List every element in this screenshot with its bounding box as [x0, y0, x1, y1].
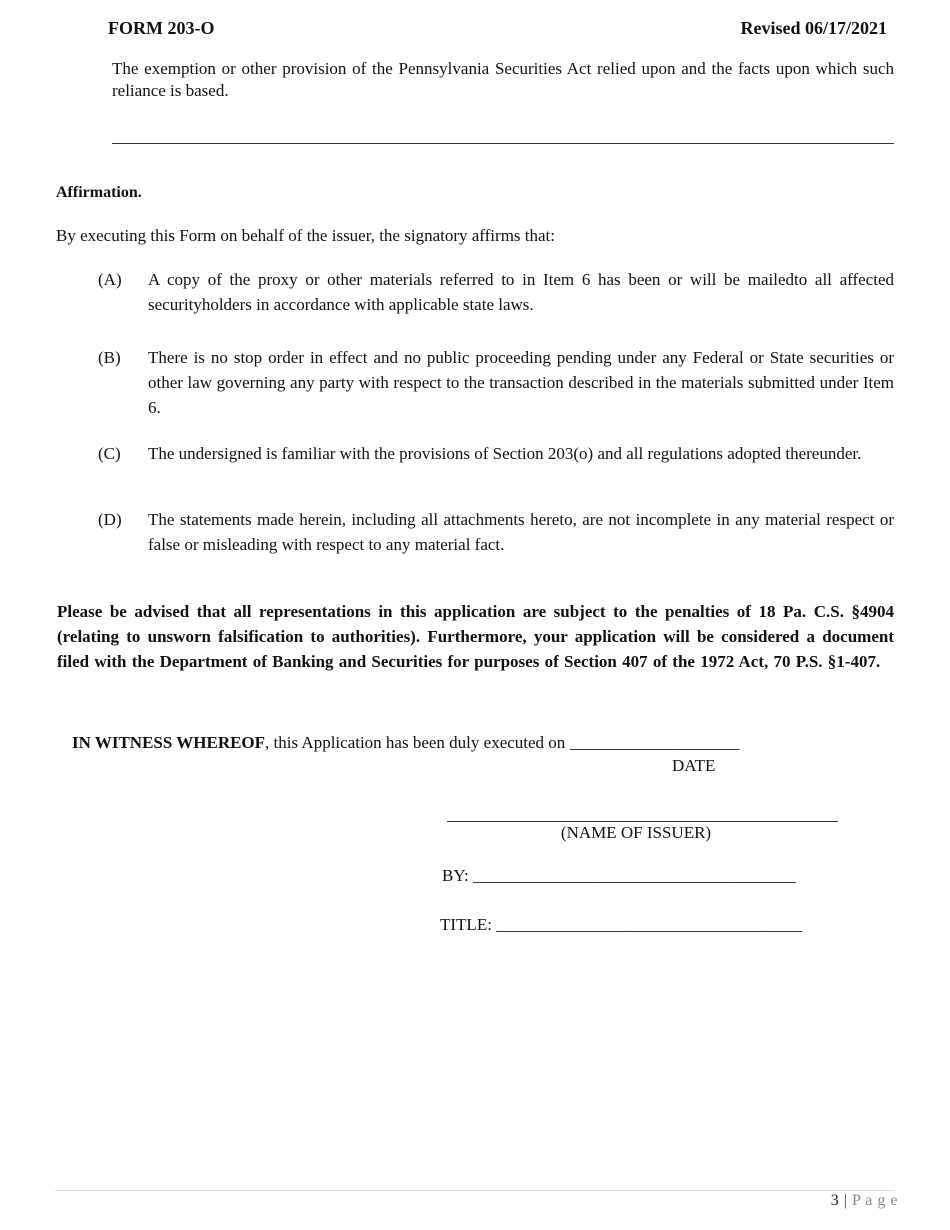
affirmation-intro: By executing this Form on behalf of the issuer, the signatory affirms that:: [56, 226, 555, 245]
revised-date: Revised 06/17/2021: [740, 18, 887, 38]
page-word: P a g e: [851, 1192, 898, 1209]
footer-divider: [55, 1190, 895, 1191]
item-a-letter: (A): [98, 270, 122, 289]
exemption-answer-line: [112, 143, 894, 144]
title-line: [440, 914, 802, 936]
item-c-letter: (C): [98, 444, 121, 463]
title-label: TITLE:: [440, 915, 492, 934]
item-c-text: The undersigned is familiar with the provisions of Section 203(o) and all regulations adopted thereunder.: [148, 444, 862, 463]
exemption-paragraph: The exemption or other provision of the Pennsylvania Securities Act relied upon and the facts upon which such reliance is based.: [112, 59, 894, 100]
form-number: FORM 203-O: [108, 18, 215, 38]
witness-text: , this Application has been duly executed on: [265, 733, 566, 752]
page-number: 3: [830, 1192, 840, 1209]
footer-separator: |: [843, 1192, 848, 1209]
item-a-text: A copy of the proxy or other materials referred to in Item 6 has been or will be mailedto all affected securityholders in accordance with applicable state laws.: [148, 270, 894, 314]
item-d-letter: (D): [98, 510, 122, 529]
title-blank[interactable]: ____________________________________: [496, 915, 803, 934]
execution-date-blank[interactable]: ____________________: [569, 733, 740, 752]
by-signature-blank[interactable]: ______________________________________: [473, 866, 797, 885]
item-d-text: The statements made herein, including all attachments hereto, are not incomplete in any material respect or false or misleading with respect to any material fact.: [148, 510, 894, 554]
by-line: [442, 865, 796, 887]
date-label: DATE: [672, 756, 716, 775]
witness-statement: [72, 732, 740, 754]
item-b-letter: (B): [98, 348, 121, 367]
affirmation-heading: Affirmation.: [56, 184, 142, 201]
page-footer: [831, 1191, 898, 1211]
witness-lead: IN WITNESS WHEREOF: [72, 733, 266, 752]
by-label: BY:: [442, 866, 469, 885]
item-b-text: There is no stop order in effect and no public proceeding pending under any Federal or State securities or other law governing any party with respect to the transaction described in the materials submitted under Item 6.: [148, 348, 894, 417]
issuer-label: (NAME OF ISSUER): [560, 823, 712, 842]
penalty-warning: Please be advised that all representations in this application are subject to the penalties of 18 Pa. C.S. §4904 (relating to unsworn falsification to authorities). Furthermore, your application will be considered a document filed with the Department of Banking and Securities for purposes of Section 407 of the 1972 Act, 70 P.S. §1-407.: [57, 602, 894, 671]
